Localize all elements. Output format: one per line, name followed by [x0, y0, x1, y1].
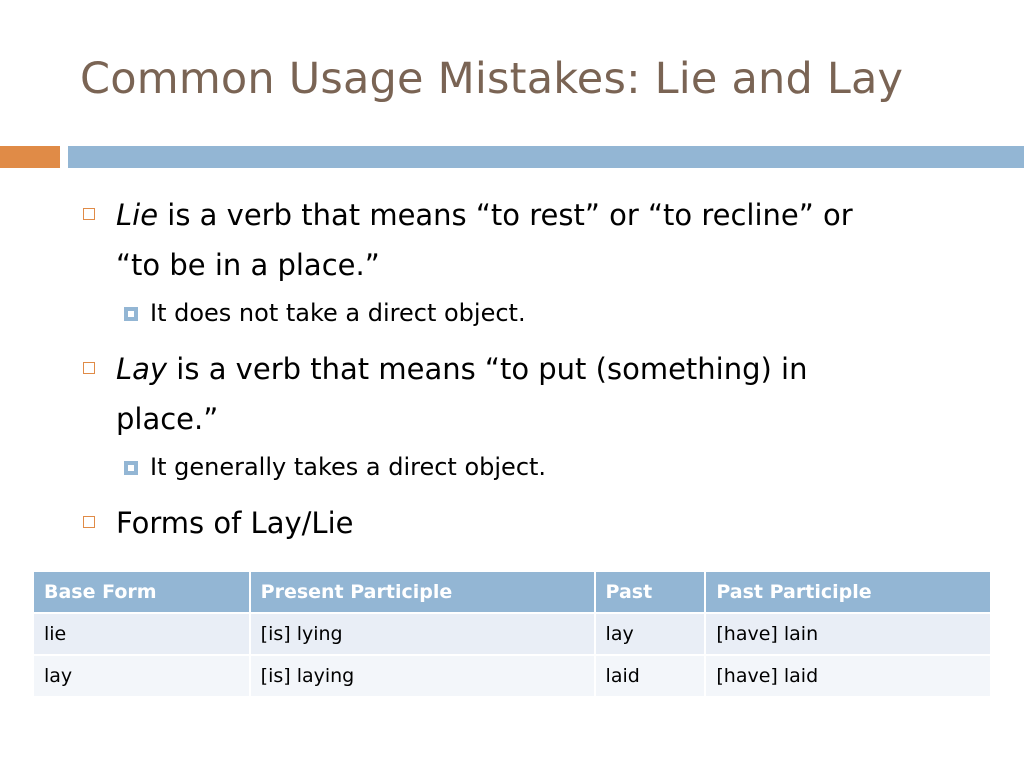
- header-present-participle: Present Participle: [250, 572, 595, 613]
- header-past: Past: [595, 572, 706, 613]
- bullet-lie-text-line2: “to be in a place.”: [116, 248, 380, 282]
- subbullet-lie: [80, 290, 960, 336]
- filled-square-bullet-icon: [124, 307, 138, 321]
- bullet-list: [80, 190, 960, 548]
- term-lie: Lie: [116, 198, 159, 232]
- table-header-row: [34, 572, 990, 613]
- accent-bar-blue: [68, 146, 1024, 168]
- header-base-form: Base Form: [34, 572, 250, 613]
- table-row: [34, 613, 990, 655]
- subbullet-lay-text: It generally takes a direct object.: [150, 453, 547, 481]
- cell-past: laid: [595, 655, 706, 696]
- cell-present-participle: [is] laying: [250, 655, 595, 696]
- bullet-lay-text-line1: is a verb that means “to put (something) in: [167, 352, 808, 386]
- square-bullet-icon: [83, 208, 95, 220]
- cell-past-participle: [have] lain: [705, 613, 990, 655]
- filled-square-bullet-icon: [124, 461, 138, 475]
- cell-present-participle: [is] lying: [250, 613, 595, 655]
- cell-past: lay: [595, 613, 706, 655]
- bullet-forms-text: Forms of Lay/Lie: [116, 506, 354, 540]
- accent-bar-orange: [0, 146, 60, 168]
- bullet-lay: [80, 344, 960, 444]
- slide-title: Common Usage Mistakes: Lie and Lay: [80, 54, 904, 104]
- table-row: [34, 655, 990, 696]
- bullet-lie: [80, 190, 960, 290]
- cell-past-participle: [have] laid: [705, 655, 990, 696]
- bullet-lay-text-line2: place.”: [116, 402, 219, 436]
- bullet-lie-text-line1: is a verb that means “to rest” or “to recline” or: [158, 198, 853, 232]
- header-past-participle: Past Participle: [705, 572, 990, 613]
- subbullet-lay: [80, 444, 960, 490]
- bullet-forms: [80, 498, 960, 548]
- subbullet-lie-text: It does not take a direct object.: [150, 299, 526, 327]
- square-bullet-icon: [83, 362, 95, 374]
- cell-base-form: lay: [34, 655, 250, 696]
- forms-table: [34, 572, 990, 696]
- term-lay: Lay: [116, 352, 168, 386]
- cell-base-form: lie: [34, 613, 250, 655]
- square-bullet-icon: [83, 516, 95, 528]
